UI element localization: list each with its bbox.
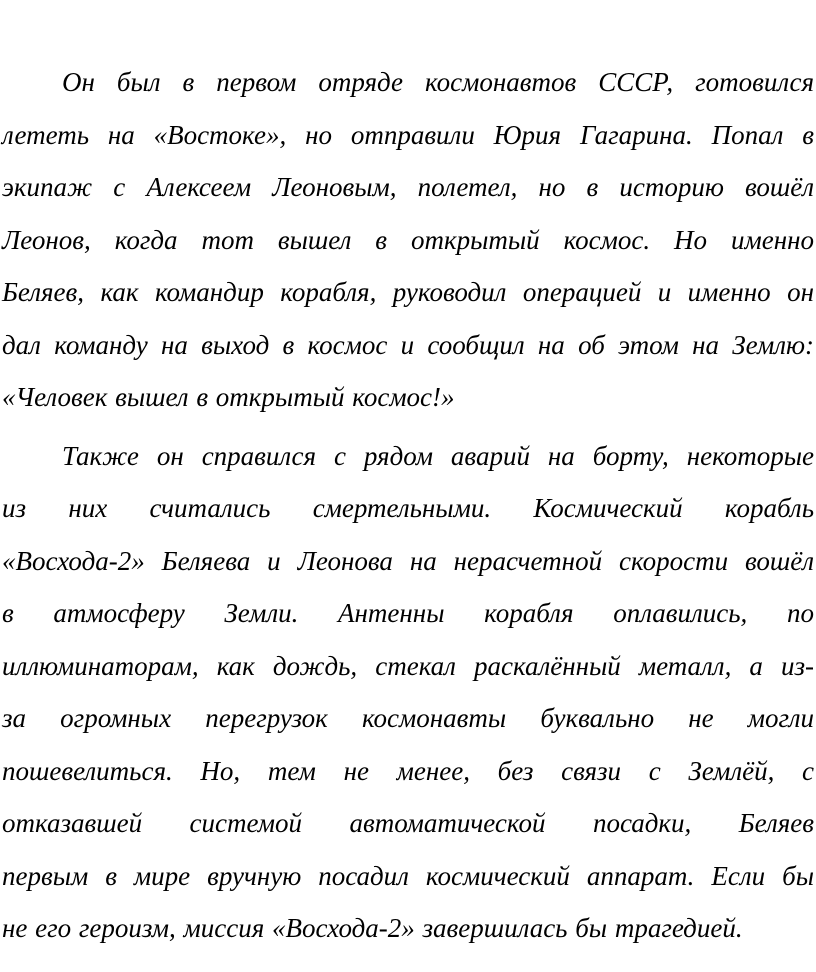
text-line: отказавшей системой автоматической посадки, Беляев bbox=[2, 808, 814, 838]
text-line: в атмосферу Земли. Антенны корабля оплавились, по bbox=[2, 598, 814, 628]
text-line: из них считались смертельными. Космический корабль bbox=[2, 493, 814, 523]
text-line: иллюминаторам, как дождь, стекал раскалённый металл, а из- bbox=[2, 650, 814, 681]
text-line: не его героизм, миссия «Восхода-2» завершилась бы трагедией. bbox=[2, 913, 743, 943]
text-line: Беляев, как командир корабля, руководил операцией и именно он bbox=[2, 277, 814, 307]
text-line: Также он справился с рядом аварий на борту, некоторые bbox=[62, 440, 814, 471]
text-line: Он был в первом отряде космонавтов СССР, готовился bbox=[62, 67, 814, 97]
text-line: «Восхода-2» Беляева и Леонова на нерасчетной скорости вошёл bbox=[2, 545, 814, 576]
text-line: дал команду на выход в космос и сообщил на об этом на Землю: bbox=[2, 329, 814, 360]
text-line: Леонов, когда тот вышел в открытый космос. Но именно bbox=[2, 224, 814, 255]
text-line: лететь на «Востоке», но отправили Юрия Гагарина. Попал в bbox=[2, 119, 814, 150]
paragraph-voskhod-2-landing bbox=[2, 430, 814, 955]
text-line: пошевелиться. Но, тем не менее, без связи с Землёй, с bbox=[2, 755, 814, 786]
text-line: за огромных перегрузок космонавты буквально не могли bbox=[2, 703, 814, 733]
text-line: «Человек вышел в открытый космос!» bbox=[2, 382, 455, 412]
text-line: экипаж с Алексеем Леоновым, полетел, но в историю вошёл bbox=[2, 172, 814, 202]
text-line: первым в мире вручную посадил космический аппарат. Если бы bbox=[2, 860, 814, 891]
paragraph-belyaev-first-squad bbox=[2, 56, 814, 424]
